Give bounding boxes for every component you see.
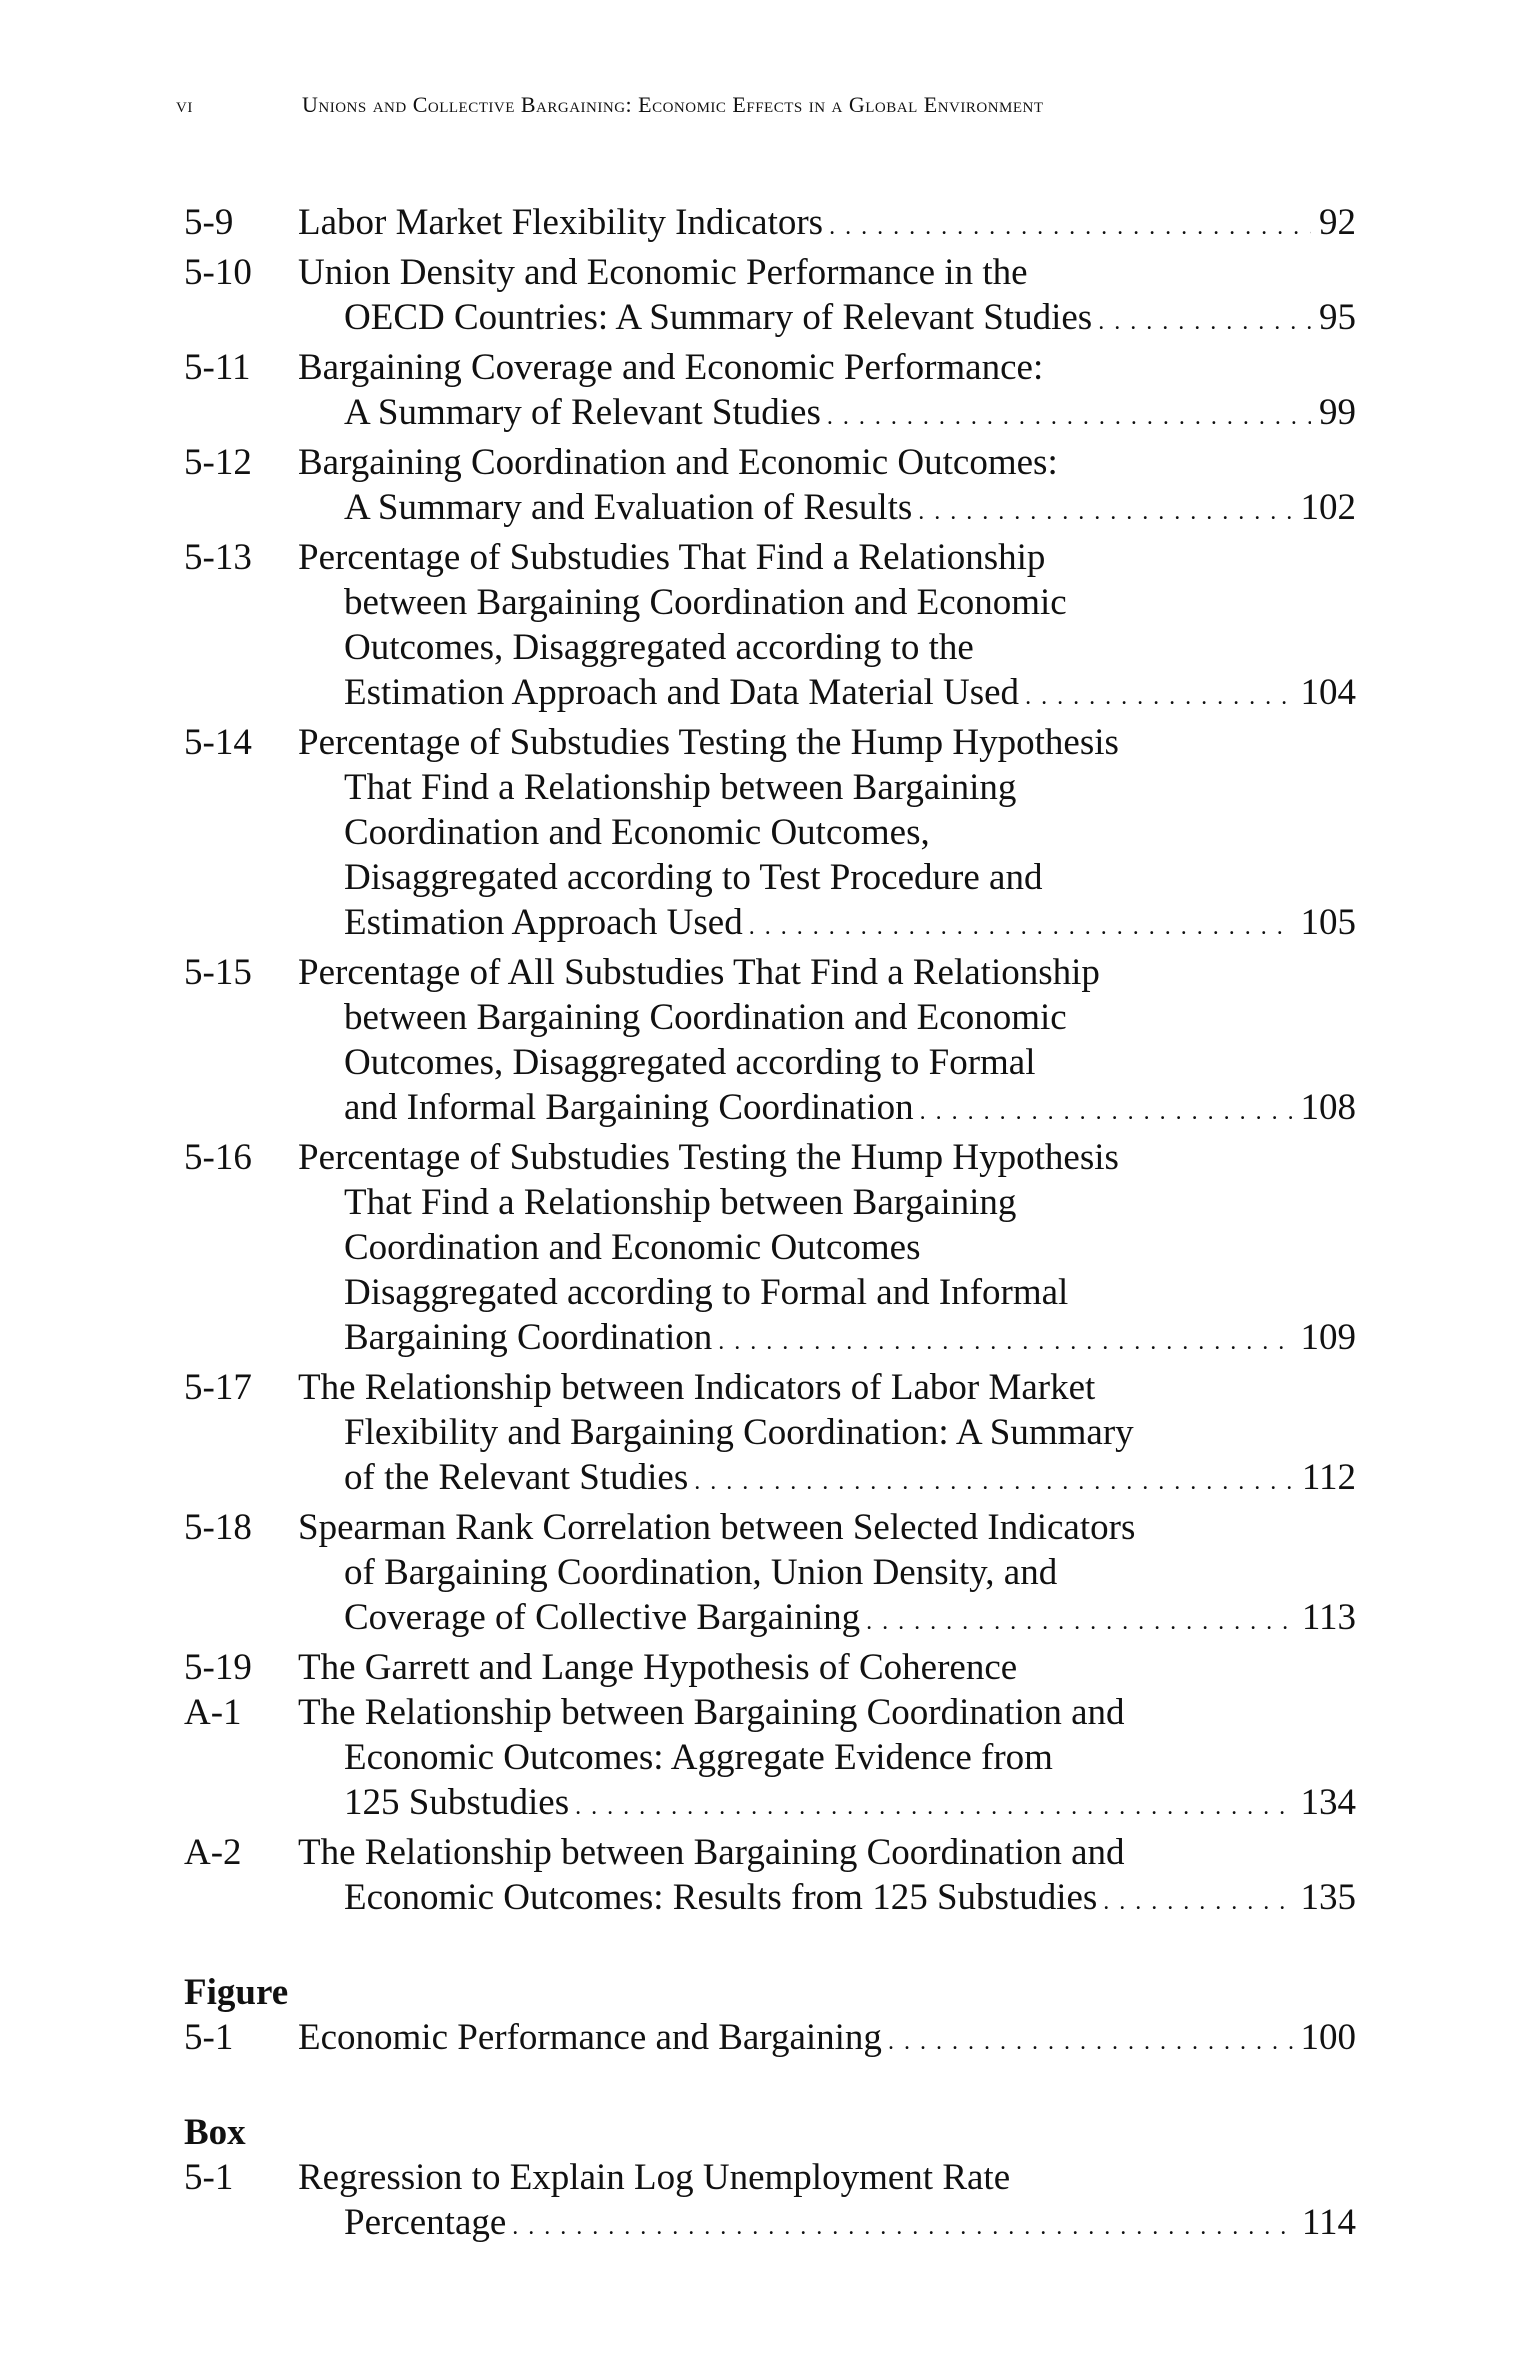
box-heading: Box [184, 2112, 246, 2153]
entry-title-text: Percentage of Substudies Testing the Hump Hypothesis [298, 1137, 1119, 1178]
entry-number: 5-9 [184, 202, 234, 243]
entry-page-number: 104 [1300, 672, 1356, 713]
entry-page-number: 113 [1301, 1597, 1356, 1638]
entry-line [344, 765, 1356, 810]
entry-page-number: 114 [1301, 2202, 1356, 2243]
figures-entries [184, 2015, 1356, 2065]
entry-line [298, 1365, 1356, 1410]
entry-title-text: That Find a Relationship between Bargaining [344, 767, 1017, 808]
entry-line [344, 390, 1356, 440]
entry-title-text: Disaggregated according to Test Procedure and [344, 857, 1043, 898]
entry-number: A-2 [184, 1832, 242, 1873]
dot-leader [749, 905, 1293, 950]
dot-leader [718, 1320, 1292, 1365]
entry-number: 5-1 [184, 2157, 234, 2198]
entry-title-text: Percentage of Substudies That Find a Relationship [298, 537, 1046, 578]
entry-number: 5-16 [184, 1137, 252, 1178]
entry-title-text: The Relationship between Bargaining Coordination and [298, 1832, 1125, 1873]
entry-title-text: Estimation Approach Used [344, 902, 743, 943]
entry-title-text: Bargaining Coverage and Economic Performance: [298, 347, 1044, 388]
entry-line [298, 1505, 1356, 1550]
entry-line [344, 1180, 1356, 1225]
entry-line [344, 995, 1356, 1040]
entry-title-text: Disaggregated according to Formal and Informal [344, 1272, 1069, 1313]
entry-line [344, 1735, 1356, 1780]
entry-number: 5-17 [184, 1367, 252, 1408]
entry-title-text: Outcomes, Disaggregated according to the [344, 627, 974, 668]
entry-title-text: between Bargaining Coordination and Economic [344, 582, 1067, 623]
entry-line [344, 1875, 1356, 1925]
entry-line [344, 1225, 1356, 1270]
entry-page-number: 108 [1300, 1087, 1356, 1128]
toc-entry [184, 720, 1356, 950]
dot-leader [694, 1460, 1294, 1505]
entry-number: 5-18 [184, 1507, 252, 1548]
entry-page-number: 100 [1300, 2017, 1356, 2058]
entry-title-text: The Garrett and Lange Hypothesis of Coherence [298, 1647, 1018, 1688]
entry-title-text: Coordination and Economic Outcomes, [344, 812, 930, 853]
entry-line [344, 855, 1356, 900]
entry-line [298, 2015, 1356, 2065]
entry-number: 5-13 [184, 537, 252, 578]
dot-leader [829, 205, 1311, 250]
tables-entries [184, 200, 1356, 1925]
page-folio: vi [176, 92, 193, 117]
entry-line [344, 1550, 1356, 1595]
entry-page-number: 105 [1300, 902, 1356, 943]
entry-line [344, 1040, 1356, 1085]
entry-line [298, 1135, 1356, 1180]
entry-line [344, 2200, 1356, 2250]
entry-title-text: Coverage of Collective Bargaining [344, 1597, 861, 1638]
entry-number: 5-10 [184, 252, 252, 293]
boxes-entries [184, 2155, 1356, 2250]
entry-page-number: 109 [1300, 1317, 1356, 1358]
entry-title-text: and Informal Bargaining Coordination [344, 1087, 914, 1128]
entry-title-text: of the Relevant Studies [344, 1457, 689, 1498]
figure-heading: Figure [184, 1972, 289, 2013]
toc-entry [184, 345, 1356, 440]
toc-entry [184, 535, 1356, 720]
entry-line [344, 1595, 1356, 1645]
entry-line [344, 1270, 1356, 1315]
entry-number: 5-15 [184, 952, 252, 993]
entry-number: 5-12 [184, 442, 252, 483]
entry-title-text: OECD Countries: A Summary of Relevant Studies [344, 297, 1093, 338]
list-of-tables [184, 200, 1356, 2250]
dot-leader [888, 2020, 1293, 2065]
entry-line [344, 810, 1356, 855]
entry-line [298, 345, 1356, 390]
entry-line [344, 1410, 1356, 1455]
entry-number: 5-19 [184, 1647, 252, 1688]
dot-leader [512, 2205, 1294, 2250]
toc-entry [184, 440, 1356, 535]
entry-title-text: 125 Substudies [344, 1782, 570, 1823]
dot-leader [827, 395, 1311, 440]
dot-leader [918, 490, 1292, 535]
entry-title-text: That Find a Relationship between Bargaining [344, 1182, 1017, 1223]
entry-title-text: Flexibility and Bargaining Coordination: A Summary [344, 1412, 1134, 1453]
entry-line [298, 1690, 1356, 1735]
entry-title-text: Coordination and Economic Outcomes [344, 1227, 921, 1268]
entry-page-number: 92 [1319, 202, 1356, 243]
toc-entry [184, 950, 1356, 1135]
toc-entry [184, 200, 1356, 250]
entry-title-text: Economic Outcomes: Aggregate Evidence from [344, 1737, 1053, 1778]
entry-title-text: A Summary and Evaluation of Results [344, 487, 913, 528]
entry-title-text: Percentage of All Substudies That Find a Relationship [298, 952, 1100, 993]
entry-title-text: Percentage of Substudies Testing the Hump Hypothesis [298, 722, 1119, 763]
entry-line [298, 1645, 1356, 1690]
entry-line [344, 295, 1356, 345]
entry-title-text: Labor Market Flexibility Indicators [298, 202, 824, 243]
entry-title-text: A Summary of Relevant Studies [344, 392, 821, 433]
entry-title-text: Bargaining Coordination [344, 1317, 713, 1358]
entry-number: A-1 [184, 1692, 242, 1733]
entry-number: 5-14 [184, 722, 252, 763]
dot-leader [866, 1600, 1294, 1645]
entry-title-text: of Bargaining Coordination, Union Density, and [344, 1552, 1058, 1593]
toc-entry [184, 1690, 1356, 1830]
entry-page-number: 95 [1319, 297, 1356, 338]
entry-page-number: 102 [1300, 487, 1356, 528]
entry-page-number: 112 [1301, 1457, 1356, 1498]
entry-title-text: The Relationship between Indicators of Labor Market [298, 1367, 1096, 1408]
entry-line [298, 720, 1356, 765]
entry-title-text: Spearman Rank Correlation between Selected Indicators [298, 1507, 1136, 1548]
entry-line [298, 2155, 1356, 2200]
toc-entry [184, 1830, 1356, 1925]
toc-entry [184, 1645, 1356, 1690]
entry-page-number: 99 [1319, 392, 1356, 433]
entry-number: 5-11 [184, 347, 251, 388]
running-head [176, 92, 1356, 132]
entry-title-text: between Bargaining Coordination and Economic [344, 997, 1067, 1038]
entry-line [344, 1085, 1356, 1135]
entry-line [298, 535, 1356, 580]
entry-line [344, 580, 1356, 625]
entry-number: 5-1 [184, 2017, 234, 2058]
toc-entry [184, 1135, 1356, 1365]
entry-line [298, 1830, 1356, 1875]
dot-leader [575, 1785, 1292, 1830]
entry-line [344, 1780, 1356, 1830]
entry-line [344, 900, 1356, 950]
entry-title-text: The Relationship between Bargaining Coordination and [298, 1692, 1125, 1733]
entry-line [344, 670, 1356, 720]
entry-page-number: 135 [1300, 1877, 1356, 1918]
running-title: Unions and Collective Bargaining: Economic Effects in a Global Environment [302, 92, 1044, 117]
entry-title-text: Regression to Explain Log Unemployment Rate [298, 2157, 1011, 2198]
toc-entry [184, 1365, 1356, 1505]
entry-title-text: Union Density and Economic Performance in the [298, 252, 1028, 293]
toc-entry [184, 2015, 1356, 2065]
dot-leader [1098, 300, 1311, 345]
dot-leader [1103, 1880, 1292, 1925]
dot-leader [1025, 675, 1292, 720]
entry-title-text: Economic Performance and Bargaining [298, 2017, 882, 2058]
entry-line [298, 440, 1356, 485]
entry-line [298, 250, 1356, 295]
toc-entry [184, 1505, 1356, 1645]
entry-line [344, 1315, 1356, 1365]
entry-title-text: Bargaining Coordination and Economic Outcomes: [298, 442, 1058, 483]
entry-line [298, 950, 1356, 995]
entry-line [344, 625, 1356, 670]
entry-title-text: Estimation Approach and Data Material Used [344, 672, 1020, 713]
entry-line [298, 200, 1356, 250]
toc-entry [184, 2155, 1356, 2250]
entry-line [344, 485, 1356, 535]
entry-title-text: Outcomes, Disaggregated according to Formal [344, 1042, 1036, 1083]
entry-title-text: Percentage [344, 2202, 507, 2243]
entry-title-text: Economic Outcomes: Results from 125 Substudies [344, 1877, 1098, 1918]
dot-leader [920, 1090, 1293, 1135]
entry-page-number: 134 [1300, 1782, 1356, 1823]
toc-entry [184, 250, 1356, 345]
entry-line [344, 1455, 1356, 1505]
